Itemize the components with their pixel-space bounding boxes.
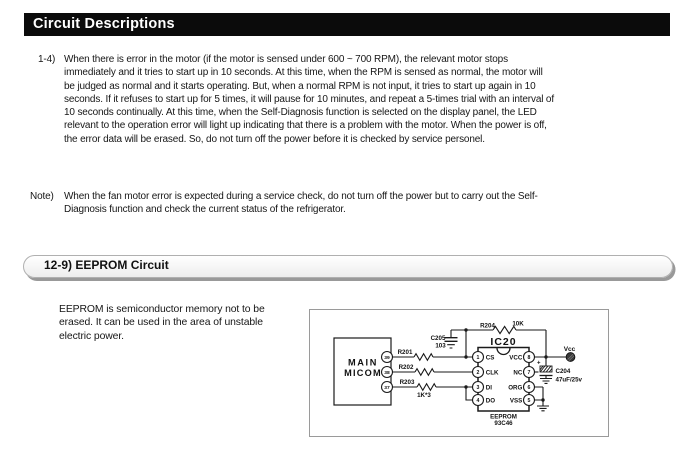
wire-di-do-tie xyxy=(466,387,473,400)
ic-pin-3-num: 3 xyxy=(476,384,480,391)
note-line: When the fan motor error is expected during a service check, do not turn off the power but to carry out the Self- xyxy=(64,191,538,202)
junction-dot xyxy=(544,355,547,358)
chip-type-line1: EEPROM xyxy=(490,413,517,421)
pin-label-clk: CLK xyxy=(485,369,499,377)
paragraph-line: immediately and it tries to start up in 10 seconds. At this time, when the RPM is sensed as normal, the motor will xyxy=(64,67,543,79)
pin-label-vss: VSS xyxy=(509,397,523,405)
chip-type-line2: 93C46 xyxy=(494,420,513,427)
label-vcc: Vcc xyxy=(563,345,576,353)
note-line: Diagnosis function and check the current status of the refrigerator. xyxy=(64,204,346,216)
description-line: electric power. xyxy=(59,330,124,342)
paragraph-line: the error data will be erased. So, do not turn off the power before it is checked by service personel. xyxy=(64,133,485,145)
note-paragraph xyxy=(30,190,680,217)
page-title: Circuit Descriptions xyxy=(33,16,175,32)
pin-label-nc: NC xyxy=(513,369,523,377)
micom-pin-37-num: 37 xyxy=(384,385,390,391)
micom-pin-39-num: 39 xyxy=(384,355,390,361)
micom-pin-38-num: 38 xyxy=(384,370,390,376)
paragraph-line: When there is error in the motor (if the motor is sensed under 600 ~ 700 RPM), the relevant motor stops xyxy=(64,54,508,65)
paragraph-line: be judged as normal and it starts operating. But, when a normal RPM is not input, it tries to start up again in 10 xyxy=(64,80,536,92)
note-lines xyxy=(64,190,680,217)
junction-dot xyxy=(541,398,544,401)
label-r202: R202 xyxy=(398,363,414,371)
section-title: 12-9) EEPROM Circuit xyxy=(44,258,169,272)
resistor-r202 xyxy=(415,369,434,376)
label-r204-value: 10K xyxy=(512,320,524,328)
description-line: EEPROM is semiconductor memory not to be xyxy=(59,304,265,315)
paragraph-line: relevant to the operation error will light up indicating that there is a problem with the motor. When the power is off, xyxy=(64,120,547,132)
ic-pin-7-num: 7 xyxy=(527,369,531,376)
eeprom-section-bar xyxy=(23,255,673,278)
label-c204-plus: + xyxy=(537,360,541,367)
pin-label-do: DO xyxy=(485,397,496,405)
label-c205-value: 103 xyxy=(435,342,446,350)
micom-label-line2: MICOM xyxy=(344,367,382,378)
label-r203: R203 xyxy=(399,378,415,386)
circuit-svg xyxy=(310,310,608,436)
pin-label-org: ORG xyxy=(508,384,523,392)
eeprom-circuit-diagram xyxy=(309,309,609,437)
junction-dot xyxy=(464,355,467,358)
label-r201: R201 xyxy=(397,348,413,356)
junction-dot xyxy=(464,328,467,331)
ic-pin-4-num: 4 xyxy=(476,397,480,404)
pin-label-vcc: VCC xyxy=(509,354,523,362)
micom-label-line1: MAIN xyxy=(348,357,378,368)
resistor-r203 xyxy=(417,384,436,391)
paragraph-lines xyxy=(64,53,683,146)
label-r-value: 1K*3 xyxy=(417,392,431,399)
ic-pin-6-num: 6 xyxy=(527,384,531,391)
ic20-label: IC20 xyxy=(490,336,517,348)
ic-pin-1-num: 1 xyxy=(476,354,480,361)
label-c204-value: 47uF/25v xyxy=(555,376,582,384)
label-c204: C204 xyxy=(555,368,571,375)
label-c205: C205 xyxy=(430,335,446,342)
header-bar xyxy=(24,13,670,36)
resistor-r201 xyxy=(414,354,433,361)
pin-label-di: DI xyxy=(485,384,492,392)
eeprom-description xyxy=(59,303,265,343)
note-label: Note) xyxy=(30,191,54,202)
paragraph-line: seconds. If it refuses to start up for 5 times, it will pause for 10 minutes, and repeat a 5-times trial with an interval of xyxy=(64,93,554,105)
paragraph-label: 1-4) xyxy=(38,54,56,65)
label-r204: R204 xyxy=(480,322,495,330)
motor-error-paragraph xyxy=(38,53,683,146)
description-line: erased. It can be used in the area of unstable xyxy=(59,317,263,329)
capacitor-c205 xyxy=(445,330,458,348)
paragraph-line: 10 seconds continually. At this time, when the Self-Diagnosis function is selected on the display panel, the LED xyxy=(64,107,537,119)
ground-symbol xyxy=(537,406,549,411)
ic-pin-2-num: 2 xyxy=(476,369,480,376)
ic-pin-8-num: 8 xyxy=(527,354,531,361)
capacitor-c204 xyxy=(540,366,553,383)
ic-pin-5-num: 5 xyxy=(527,397,531,404)
junction-dot xyxy=(464,385,467,388)
pin-label-cs: CS xyxy=(485,354,495,362)
wire-org-vss xyxy=(535,387,544,406)
